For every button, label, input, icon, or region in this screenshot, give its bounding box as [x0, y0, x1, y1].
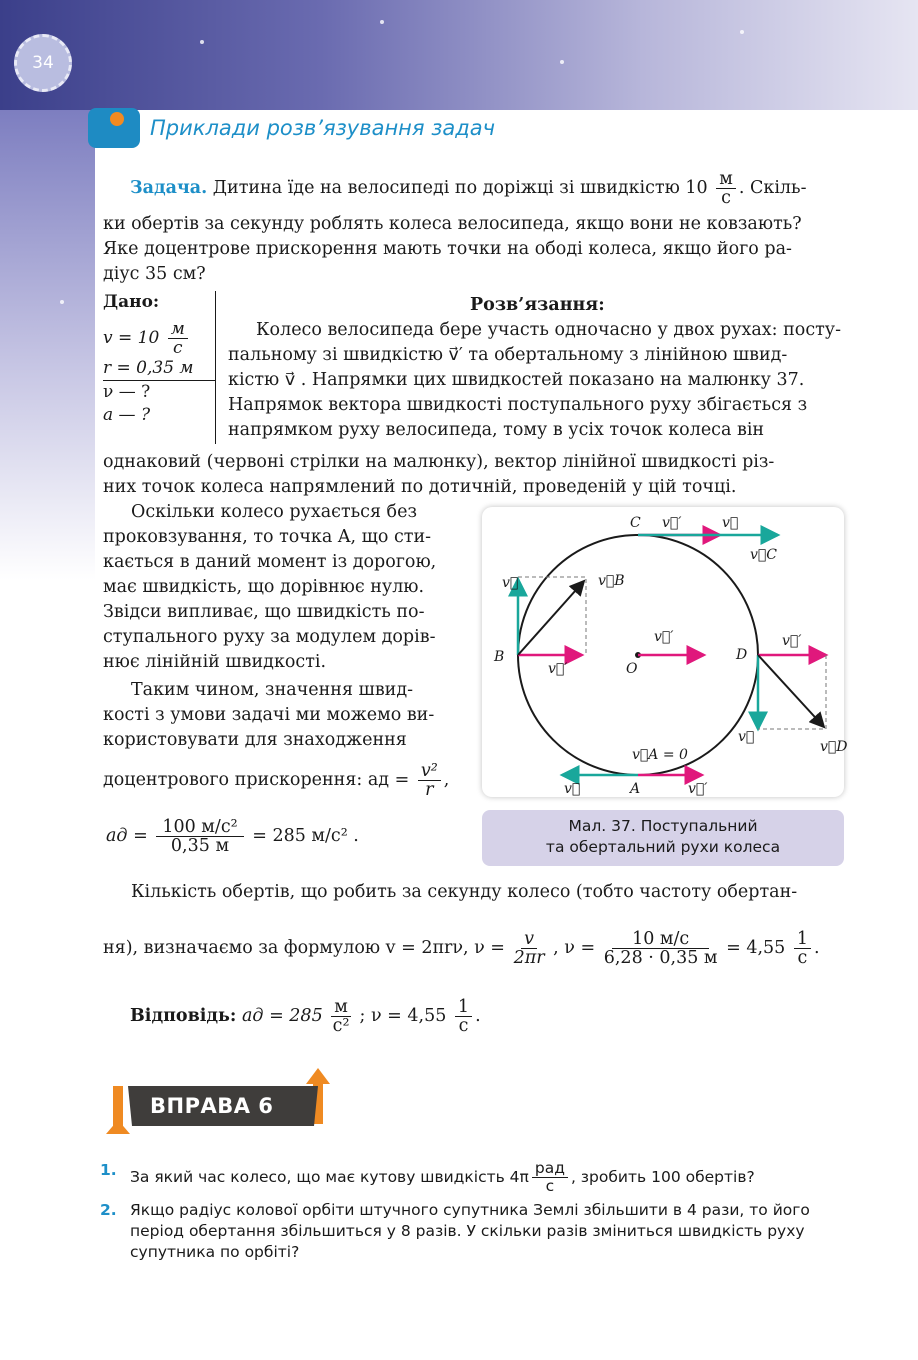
freq-line-1: Кількість обертів, що робить за секунду колесо (тобто частоту обертан- [131, 882, 798, 902]
left-line-5: Звідси випливає, що швидкість по- [103, 602, 425, 622]
vector-vD [758, 655, 824, 727]
figure-37 [482, 507, 848, 797]
label-D-vprime: v⃗′ [782, 633, 802, 649]
exercise-title: ВПРАВА 6 [150, 1094, 274, 1118]
wheel-diagram [482, 507, 848, 797]
left-line-4: має швидкість, що дорівнює нулю. [103, 577, 425, 597]
decor-star [380, 20, 384, 24]
answer: Відповідь: aд = 285 $\frac{м}{\text{с²}}$ ; ν = 4,55 $\frac{1}{с}$ . [130, 997, 481, 1036]
unit-fraction: $\frac{м}{с}$ [716, 170, 736, 207]
given-q2: a — ? [103, 405, 151, 425]
solution-line-4: Напрямок вектора швидкості поступального руху збігається з [228, 395, 808, 415]
label-D-v: v⃗ [738, 729, 755, 745]
left-line-2: проковзування, то точка A, що сти- [103, 527, 432, 547]
task-line-2: ки обертів за секунду роблять колеса велосипеда, якщо вони не ковзають? [103, 214, 802, 234]
exercise-num-1: 1. [100, 1161, 117, 1179]
decor-star [200, 40, 204, 44]
task-label: Задача. [130, 178, 208, 198]
figure-caption [482, 810, 844, 866]
solution-title: Розв’язання: [470, 295, 605, 315]
exercise-banner [106, 1068, 332, 1150]
solution-line-7: них точок колеса напрямлений по дотичній, проведеній у цій точці. [103, 477, 737, 497]
label-C-vprime: v⃗′ [662, 515, 682, 531]
label-O: O [626, 661, 638, 677]
label-vC: v⃗C [750, 547, 778, 563]
given-divider [215, 291, 216, 444]
solution-line-1: Колесо велосипеда бере участь одночасно у двох рухах: посту- [256, 320, 842, 340]
label-B: B [494, 649, 505, 665]
label-A-v: v⃗ [564, 781, 581, 797]
label-B-v: v⃗ [502, 575, 519, 591]
exercise-item-2 [100, 1200, 845, 1263]
left-line-7: нює лінійній швидкості. [103, 652, 327, 672]
label-D: D [736, 647, 748, 663]
exercise-num-2: 2. [100, 1201, 117, 1219]
label-C: C [630, 515, 641, 531]
given-r: r = 0,35 м [103, 357, 215, 381]
exercise-item-1: 1. За який час колесо, що має кутову швидкість 4π $\frac{\text{рад}}{с}$ , зробить 100 обертів? [100, 1159, 755, 1195]
label-A: A [630, 781, 641, 797]
decor-star [60, 300, 64, 304]
caption-line-1: Мал. 37. Поступальний [568, 817, 758, 835]
answer-label: Відповідь: [130, 1006, 237, 1026]
given-v: v = 10 $\frac{м}{с}$ [103, 320, 215, 357]
left-line-9: кості з умови задачі ми можемо ви- [103, 705, 435, 725]
page-number: 34 [14, 34, 72, 92]
solution-line-3: кістю v⃗ . Напрямки цих швидкостей показано на малюнку 37. [228, 370, 805, 390]
caption-line-2: та обертальний рухи колеса [545, 838, 781, 856]
given-title: Дано: [103, 292, 160, 312]
left-line-10: користовувати для знаходження [103, 730, 407, 750]
solution-line-6: однаковий (червоні стрілки на малюнку), вектор лінійної швидкості різ- [103, 452, 775, 472]
label-B-vprime: v⃗′ [548, 661, 568, 677]
vector-vB [518, 581, 584, 655]
left-line-11: доцентрового прискорення: aд = $\frac{\text{v²}}{r}$ , [103, 761, 450, 800]
freq-line-2: ня), визначаємо за формулою v = 2πrν, ν = $\frac{v}{2\pi r}$ , ν = $\frac{10 м/с}{6,28 \cdot 0,35 м}$ = 4,55 $\frac{1}{с}$ . [103, 929, 820, 968]
decor-star [740, 30, 744, 34]
solution-line-5: напрямком руху велосипеда, тому в усіх точок колеса він [228, 420, 765, 440]
task-line-4: діус 35 см? [103, 264, 206, 284]
section-icon [88, 108, 140, 148]
decor-star [560, 60, 564, 64]
left-line-6: ступального руху за модулем дорів- [103, 627, 436, 647]
label-C-v: v⃗ [722, 515, 739, 531]
given-q1: ν — ? [103, 382, 151, 402]
left-line-8: Таким чином, значення швид- [131, 680, 414, 700]
solution-line-2: пальному зі швидкістю v⃗′ та обертальному з лінійною швид- [228, 345, 788, 365]
task-line-3: Яке доцентрове прискорення мають точки на ободі колеса, якщо його ра- [103, 239, 792, 259]
task-line-1: Задача. Дитина їде на велосипеді по доріжці зі швидкістю 10 $\frac{м}{с}$ . Скіль- [130, 169, 807, 208]
label-vA: v⃗A = 0 [632, 747, 688, 763]
label-A-vprime: v⃗′ [688, 781, 708, 797]
exercise-text-2: Якщо радіус колової орбіти штучного супутника Землі збільшити в 4 рази, то його період обертання збільшиться у 8 разів. У скільки разів зміниться швидкість руху супутника по орбіті? [130, 1201, 810, 1261]
left-line-1: Оскільки колесо рухається без [131, 502, 417, 522]
label-vD: v⃗D [820, 739, 848, 755]
label-O-vprime: v⃗′ [654, 629, 674, 645]
header-background [0, 0, 918, 110]
task-text: Дитина їде на велосипеді по доріжці зі швидкістю 10 [212, 178, 708, 198]
label-vB: v⃗B [598, 573, 625, 589]
side-decoration [0, 110, 95, 580]
given-block [103, 291, 215, 427]
calc-accel: aд = $\frac{\text{100 м/с²}}{0,35 м}$ = 285 м/с² . [106, 817, 359, 856]
left-line-3: кається в даний момент із дорогою, [103, 552, 437, 572]
section-title: Приклади розв’язування задач [150, 116, 496, 140]
